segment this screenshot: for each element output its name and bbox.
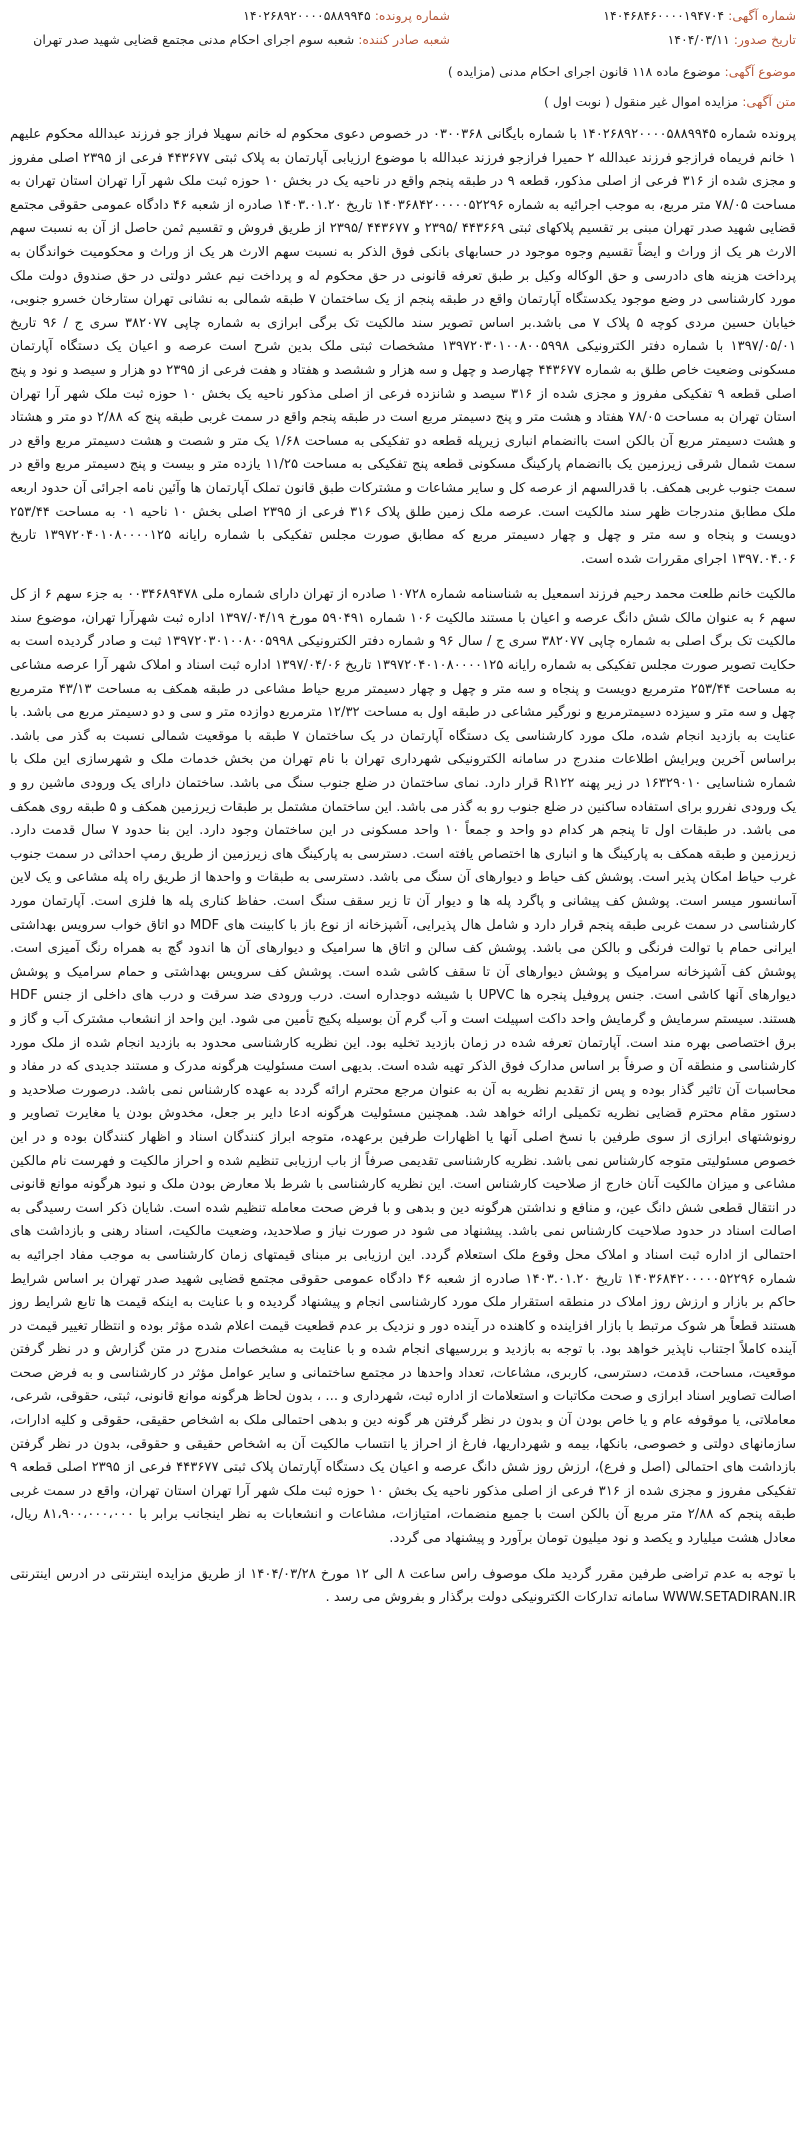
issue-date-label: تاریخ صدور: [733,32,796,47]
notice-text-value: مزایده اموال غیر منقول ( نوبت اول ) [544,94,739,109]
subject-label: موضوع آگهی: [724,64,796,79]
notice-header [10,0,796,51]
ad-number-row [466,0,796,27]
notice-body [10,123,796,1610]
ad-number-label: شماره آگهی: [728,8,796,23]
body-paragraph-2: مالکیت خانم طلعت محمد رحیم فرزند اسمعیل به شناسنامه شماره ۱۰۷۲۸ صادره از تهران دارای شماره ملی ۰۰۳۴۶۸۹۴۷۸ به جزء سهم ۶ از کل سهم ۶ به عنوان مالک شش دانگ عرصه و اعیان با مستند مالکیت ۱۰۶ شماره ۵۹۰۴۹۱ مورخ ۱۳۹۷/۰۴/۱۹ اداره ثبت شهرآرا تهران، موضوع سند مالکیت تک برگ اصلی به شماره چاپی ۳۸۲۰۷۷ سری ج / سال ۹۶ و شماره دفتر الکترونیکی ۱۳۹۷۲۰۳۰۱۰۰۸۰۰۵۹۹۸ ثبت و صادر گردیده است به حکایت تصویر صورت مجلس تفکیکی به شماره رایانه ۱۳۹۷۲۰۴۰۱۰۸۰۰۰۰۱۲۵ تاریخ ۱۳۹۷/۰۴/۰۶ اداره ثبت اسناد و املاک شهر آرا عرصه مشاعی به مساحت ۲۵۳/۴۴ مترمربع دویست و پنجاه و سه متر و چهل و چهار دسیمتر مربع حیاط مشاعی در طبقه همکف به مساحت ۴۳/۱۳ مترمربع چهل و سه متر و سیزده دسیمترمربع و نورگیر مشاعی در طبقه اول به مساحت ۱۲/۳۲ مترمربع دوازده متر و سی و دو دسیمتر مربع می باشد. با عنایت به بازدید انجام شده، ملک مورد کارشناسی یک دستگاه آپارتمان در یک ساختمان ۷ طبقه با موقعیت شمالی نسبت به گذر می باشد. براساس آخرین ویرایش اطلاعات مندرج در سامانه الکترونیکی شهرداری تهران با نام تهران من بخش خدمات ملک و شهرسازی این ملک با شماره شناسایی ۱۶۳۲۹۰۱۰ در زیر پهنه R۱۲۲ قرار دارد. نمای ساختمان در ضلع جنوب سنگ می باشد. ساختمان دارای یک ورودی ماشین رو و یک ورودی نفررو برای استفاده ساکنین در ضلع جنوب رو به گذر می باشد. این ساختمان مشتمل بر طبقات زیرزمین همکف و ۵ طبقه روی همکف می باشد. در طبقات اول تا پنجم هر کدام دو واحد و جمعاً ۱۰ واحد مسکونی در این ساختمان وجود دارد. این بنا حدود ۷ سال قدمت دارد. زیرزمین و طبقه همکف به پارکینگ ها و انباری ها اختصاص یافته است. دسترسی به پارکینگ های زیرزمین از طریق رمپ احداثی در سمت جنوب غرب حیاط امکان پذیر است. پوشش کف حیاط و دیوارهای آن سنگ می باشد. دسترسی به طبقات و واحدها از طریق راه پله مشاعی و یک لاین آسانسور میسر است. پوشش کف پیشانی و پاگرد پله ها و دیوار آن تا زیر سقف سنگ است. حفاظ کناری پله ها فلزی است. آپارتمان مورد کارشناسی در سمت غربی طبقه پنجم قرار دارد و شامل هال پذیرایی، آشپزخانه از نوع باز با کابینت های MDF دو اتاق خواب سرویس بهداشتی ایرانی حمام با توالت فرنگی و بالکن می باشد. پوشش کف سالن و اتاق ها سرامیک و دیوارهای آن ها اندود گچ به همراه رنگ آمیزی است. پوشش کف آشپزخانه سرامیک و پوشش دیوارهای آن تا سقف کاشی شده است. پوشش کف سرویس بهداشتی و حمام سرامیک و پوشش دیوارهای آنها کاشی است. جنس پروفیل پنجره ها UPVC با شیشه دوجداره است. درب ورودی ضد سرقت و درب های داخلی از جنس HDF هستند. سیستم سرمایش و گرمایش واحد داکت اسپیلت است و آب گرم آن بوسیله پکیج تأمین می شود. این واحد از انشعاب مشترک آب و گاز و برق اختصاصی بهره مند است. آپارتمان تعرفه شده در زمان بازدید تخلیه بود. این نظریه کارشناسی محدود به بازدید انجام شده از ملک مورد کارشناسی و منطقه آن و صرفاً بر اساس مدارک فوق الذکر تهیه شده است. بدیهی است مسئولیت هرگونه مدرک و مستند جدیدی که در مفاد و محاسبات آن تاثیر گذار بوده و پس از تقدیم نظریه به آن به عنوان مرجع محترم ارائه گردد به عهده کارشناس نمی باشد. درصورت صلاحدید و دستور مقام محترم قضایی نظریه تکمیلی ارائه خواهد شد. همچنین مسئولیت هرگونه ادعا دایر بر جعل، مخدوش بودن یا مغایرت تصاویر و رونوشتهای ابرازی از سوی طرفین با نسخ اصلی آنها یا اظهارات طرفین برعهده، متوجه ابراز کنندگان اسناد و اظهار کنندگان بوده و در این خصوص مسئولیتی متوجه کارشناس نمی باشد. نظریه کارشناسی تقدیمی صرفاً از باب ارزیابی تنظیم شده و احراز مالکیت و فهرست نام مالکین مشاعی و میزان مالکیت آنان خارج از صلاحیت کارشناس است. این نظریه کارشناسی با شرط بلا معارض بودن ملک و نبود هرگونه موانع قانونی در انتقال قطعی شش دانگ عین، و منافع و نداشتن هرگونه دین و بدهی و با فرض صحت معامله تنظیم شده است. شایان ذکر است رسیدگی به اصالت اسناد در حدود صلاحیت کارشناس نمی باشد. پیشنهاد می شود در صورت نیاز و صلاحدید، وضعیت مالکیت، اسناد رهنی و بازداشت های احتمالی از اداره ثبت اسناد و املاک محل وقوع ملک استعلام گردد. این ارزیابی بر مبنای قیمتهای زمان کارشناسی به موجب مفاد اجرائیه به شماره ۱۴۰۳۶۸۴۲۰۰۰۰۰۵۲۲۹۶ تاریخ ۱۴۰۳.۰۱.۲۰ صادره از شعبه ۴۶ دادگاه عمومی حقوقی مجتمع قضایی شهید صدر تهران بر اساس شرایط حاکم بر بازار و ارزش روز املاک در منطقه استقرار ملک مورد کارشناسی انجام و پیشنهاد گردیده و با عنایت به اینکه قیمت ها تابع شرایط روز هستند قطعاً هر شوک مرتبط با بازار افزاینده و کاهنده در آینده دور و نزدیک بر عدم قطعیت قیمت اعلام شده مؤثر بوده و انتظار تغییر قیمت در آینده کاملاً اجتناب ناپذیر خواهد بود. با توجه به بازدید و بررسیهای انجام شده و با عنایت به مشخصات مندرج در متن گزارش و در نظر گرفتن موقعیت، مساحت، قدمت، دسترسی، کاربری، مشاعات، تعداد واحدها در مجتمع ساختمانی و سایر عوامل مؤثر در کارشناسی و به فرض صحت اصالت تصاویر اسناد ابرازی و صحت مکاتبات و استعلامات از اداره ثبت، شهرداری و ... ، بدون لحاظ هرگونه موانع قانونی، ثبتی، حقوقی، شرعی، معاملاتی، یا موقوفه عام و یا خاص بودن آن و بدون در نظر گرفتن هر گونه دین و بدهی احتمالی ملک به اشخاص حقیقی، حقوقی و کلیه ادارات، سازمانهای دولتی و خصوصی، بانکها، بیمه و شهرداریها، فارغ از احراز یا انتساب مالکیت آن به اشخاص حقیقی و حقوقی، بدون در نظر گرفتن بازداشت های احتمالی (اصل و فرع)، ارزش روز شش دانگ عرصه و اعیان یک دستگاه آپارتمان پلاک ثبتی ۴۴۳۶۷۷ فرعی از ۲۳۹۵ اصلی قطعه ۹ تفکیکی مفروز و مجزی شده از ۳۱۶ فرعی از اصلی مذکور ناحیه یک بخش ۱۰ حوزه ثبت ملک شهر آرا تهران استان تهران، واقع در سمت غربی طبقه پنجم که ۲/۸۸ متر مربع آن بالکن است با جمیع منضمات، امتیازات، مشاعات و انشعابات به نظر اینجانب برابر با ۸۱،۹۰۰،۰۰۰،۰۰۰ ریال، معادل هشت میلیارد و یکصد و نود میلیون تومان برآورد و پیشنهاد می گردد. [10,587,797,1547]
issuer-row [10,27,450,51]
case-number-label: شماره پرونده: [374,8,450,23]
subject-value: موضوع ماده ۱۱۸ قانون اجرای احکام مدنی (مزایده ) [447,64,721,79]
subject-row [10,61,796,83]
notice-text-label: متن آگهی: [742,94,796,109]
ad-number-value: ۱۴۰۴۶۸۴۶۰۰۰۰۱۹۴۷۰۴ [603,8,725,23]
issue-date-row [466,27,796,51]
body-paragraph-3: با توجه به عدم تراضی طرفین مقرر گردید ملک موصوف راس ساعت ۸ الی ۱۲ مورخ ۱۴۰۴/۰۳/۲۸ از طریق مزایده اینترنتی در ادرس اینترنتی WWW.SETADIRAN.IR سامانه تدارکات الکترونیکی دولت برگذار و بفروش می رسد . [10,1566,796,1606]
header-left-column [10,0,450,51]
issue-date-value: ۱۴۰۴/۰۳/۱۱ [667,32,730,47]
issuer-value: شعبه سوم اجرای احکام مدنی مجتمع قضایی شهید صدر تهران [33,32,355,47]
header-right-column [466,0,796,51]
notice-text-row [10,91,796,113]
body-paragraph-1: پرونده شماره ۱۴۰۲۶۸۹۲۰۰۰۰۵۸۸۹۹۴۵ با شماره بایگانی ۰۳۰۰۳۶۸ در خصوص دعوی محکوم له خانم سهیلا فراز جو فرزند عبدالله محکوم علیهم ۱ خانم فریماه فرازجو فرزند عبدالله ۲ حمیرا فرازجو فرزند عبدالله با موضوع ارزیابی آپارتمان به پلاک ثبتی ۴۴۳۶۷۷ فرعی از ۲۳۹۵ اصلی مفروز و مجزی شده از ۳۱۶ فرعی از اصلی مذکور، قطعه ۹ در طبقه پنجم واقع در ناحیه یک در بخش ۱۰ حوزه ثبت ملک شهر آرا تهران استان تهران به مساحت ۷۸/۰۵ متر مربع، به موجب اجرائیه به شماره ۱۴۰۳۶۸۴۲۰۰۰۰۰۵۲۲۹۶ تاریخ ۱۴۰۳.۰۱.۲۰ صادره از شعبه ۴۶ دادگاه عمومی حقوقی مجتمع قضایی شهید صدر تهران مبنی بر تقسیم پلاکهای ثبتی ۴۴۳۶۶۹ /۲۳۹۵ و ۴۴۳۶۷۷ /۲۳۹۵ از طریق فروش و تقسیم ثمن حاصل از آن به نسبت سهم الارث هر یک از وراث و ایضاً تقسیم وجوه موجود در حسابهای بانکی فوق الذکر به نسبت سهم الارث هر یک از وراث و محکومیت خواندگان به پرداخت هزینه های دادرسی و حق الوکاله وکیل بر طبق تعرفه قانونی در حق محکوم له و پرداخت نیم عشر دولتی در حق صندوق دولت ملک مورد کارشناسی در وضع موجود یکدستگاه آپارتمان واقع در طبقه پنجم از یک ساختمان ۷ طبقه شمالی به نشانی تهران ستارخان خسرو جنوبی، خیابان حسین مردی کوچه ۵ پلاک ۷ می باشد.بر اساس تصویر سند مالکیت تک برگی ابرازی به شماره چاپی ۳۸۲۰۷۷ سری ج / ۹۶ تاریخ ۱۳۹۷/۰۵/۰۱ با شماره دفتر الکترونیکی ۱۳۹۷۲۰۳۰۱۰۰۸۰۰۵۹۹۸ مشخصات ثبتی ملک بدین شرح است عرصه و اعیان یک دستگاه آپارتمان مسکونی وضعیت خاص طلق به شماره ۴۴۳۶۷۷ چهارصد و چهل و سه هزار و ششصد و هفتاد و هفت فرعی از ۲۳۹۵ دو هزار و سیصد و نود و پنج اصلی قطعه ۹ تفکیکی مفروز و مجزی شده از ۳۱۶ سیصد و شانزده فرعی از اصلی مذکور ناحیه یک بخش ۱۰ حوزه ثبت ملک شهر آرا تهران استان تهران به مساحت ۷۸/۰۵ هفتاد و هشت متر و پنج دسیمتر مربع است در طبقه پنجم واقع در سمت غربی طبقه پنج که ۲/۸۸ دو متر و هشتاد و هشت دسیمتر مربع آن بالکن است باانضمام انباری زیرپله قطعه دو تفکیکی به مساحت ۱/۶۸ یک متر و شصت و هشت دسیمتر مربع واقع در سمت شمال شرقی زیرزمین یک باانضمام پارکینگ مسکونی قطعه پنج تفکیکی به مساحت ۱۱/۲۵ یازده متر و بیست و پنج دسیمتر مربع واقع در سمت جنوب غربی همکف. با قدرالسهم از عرصه کل و سایر مشاعات و مشترکات طبق قانون تملک آپارتمان ها وآئین نامه اجرائی آن حدود اربعه ملک مطابق مندرجات ظهر سند مالکیت است. عرصه ملک زمین طلق پلاک ۳۱۶ فرعی از ۲۳۹۵ اصلی بخش ۱۰ ناحیه ۰۱ به مساحت ۲۵۳/۴۴ دویست و پنجاه و سه متر و چهل و چهار دسیمتر مربع که مطابق صورت مجلس تفکیکی با شماره رایانه ۱۳۹۷۲۰۴۰۱۰۸۰۰۰۰۱۲۵ تاریخ ۱۳۹۷.۰۴.۰۶ اجرای مقررات شده است. [10,127,797,567]
case-number-value: ۱۴۰۲۶۸۹۲۰۰۰۰۵۸۸۹۹۴۵ [243,8,371,23]
notice-meta [10,61,796,113]
issuer-label: شعبه صادر کننده: [358,32,450,47]
case-number-row [10,0,450,27]
